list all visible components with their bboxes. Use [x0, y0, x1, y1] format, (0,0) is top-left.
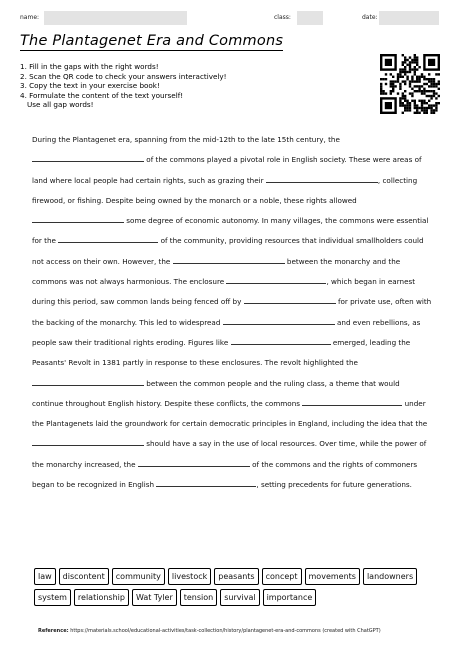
name-field[interactable]	[44, 11, 187, 25]
text-segment: , setting precedents for future generations.	[256, 480, 412, 490]
gap-blank[interactable]	[231, 336, 331, 345]
word-chip[interactable]: landowners	[363, 568, 417, 585]
word-chip[interactable]: movements	[305, 568, 360, 585]
text-segment: During the Plantagenet era, spanning from the mid-12th to the late 15th century, the	[32, 135, 340, 144]
class-field[interactable]	[297, 11, 323, 25]
instructions-list	[20, 62, 227, 110]
word-chip[interactable]: importance	[263, 589, 317, 606]
gap-blank[interactable]	[302, 397, 402, 406]
text-segment: of the commons and the rights of commoners began to be recognized in English	[32, 459, 418, 490]
text-segment: and even rebellions, as people saw their traditional rights eroding. Figures like	[32, 317, 421, 347]
gap-blank[interactable]	[32, 377, 144, 386]
gap-blank[interactable]	[32, 214, 124, 223]
word-chip[interactable]: livestock	[168, 568, 211, 585]
gap-blank[interactable]	[173, 255, 285, 264]
text-segment: , collecting firewood, or fishing. Despite being owned by the monarch or a noble, these rights allowed	[32, 175, 418, 205]
class-label: class:	[274, 14, 291, 21]
instruction-item: 3. Copy the text in your exercise book!	[20, 81, 160, 90]
instruction-item: 4. Formulate the content of the text yourself!	[20, 90, 184, 100]
text-segment: of the community, providing resources that individual smallholders could not access on their own. However, the	[32, 236, 424, 266]
instruction-item: Use all gap words!	[27, 100, 94, 109]
word-chip[interactable]: system	[34, 589, 71, 606]
gap-blank[interactable]	[223, 316, 335, 325]
reference-text[interactable]: https://materials.school/educational-activities/task-collection/history/plantagenet-era-and-commons (created with ChatGPT)	[70, 628, 381, 634]
instruction-item: 2. Scan the QR code to check your answers interactively!	[20, 71, 227, 81]
text-segment: should have a say in the use of local resources. Over time, while the power of the monarchy increased, the	[32, 439, 427, 469]
reference-line	[38, 628, 381, 634]
gap-blank[interactable]	[156, 478, 256, 487]
page-title: The Plantagenet Era and Commons	[20, 33, 284, 49]
word-bank	[34, 568, 430, 606]
word-chip[interactable]: law	[34, 568, 56, 585]
text-segment: under the Plantagenets laid the groundwork for certain democratic principles in England, including the idea that the	[32, 398, 428, 429]
gap-blank[interactable]	[32, 437, 144, 446]
gap-blank[interactable]	[32, 153, 144, 162]
word-chip[interactable]: community	[112, 568, 165, 585]
word-chip[interactable]: peasants	[214, 568, 258, 585]
word-chip[interactable]: survival	[220, 589, 259, 606]
date-field[interactable]	[379, 11, 439, 25]
gap-fill-text	[32, 130, 432, 495]
text-segment: some degree of economic autonomy. In many villages, the commons were essential for the	[32, 216, 429, 246]
text-segment: of the commons played a pivotal role in English society. These were areas of land where local people had certain rights, such as grazing their	[32, 155, 422, 185]
name-label: name:	[20, 14, 40, 21]
instruction-item: 1. Fill in the gaps with the right words!	[20, 62, 159, 71]
reference-label: Reference:	[38, 628, 69, 634]
date-label: date:	[362, 14, 378, 21]
gap-blank[interactable]	[226, 275, 326, 284]
gap-blank[interactable]	[58, 234, 158, 243]
gap-blank[interactable]	[244, 295, 336, 304]
qr-code-icon[interactable]	[380, 54, 440, 114]
text-segment: emerged, leading the Peasants' Revolt in 1381 partly in response to these enclosures. The revolt highlighted the	[32, 337, 411, 368]
text-segment: for private use, often with the backing of the monarchy. This led to widespread	[32, 297, 432, 327]
gap-blank[interactable]	[138, 458, 250, 467]
text-segment: , which began in earnest during this period, saw common lands being fenced off by	[32, 277, 416, 307]
word-chip[interactable]: Wat Tyler	[132, 589, 177, 606]
text-segment: between the common people and the ruling class, a theme that would continue throughout English history. Despite these conflicts, the commons	[32, 378, 400, 408]
gap-blank[interactable]	[266, 174, 378, 183]
word-chip[interactable]: tension	[180, 589, 217, 606]
word-chip[interactable]: relationship	[74, 589, 129, 606]
word-chip[interactable]: concept	[262, 568, 302, 585]
word-chip[interactable]: discontent	[59, 568, 109, 585]
text-segment: between the monarchy and the commons was not always harmonious. The enclosure	[32, 256, 401, 287]
